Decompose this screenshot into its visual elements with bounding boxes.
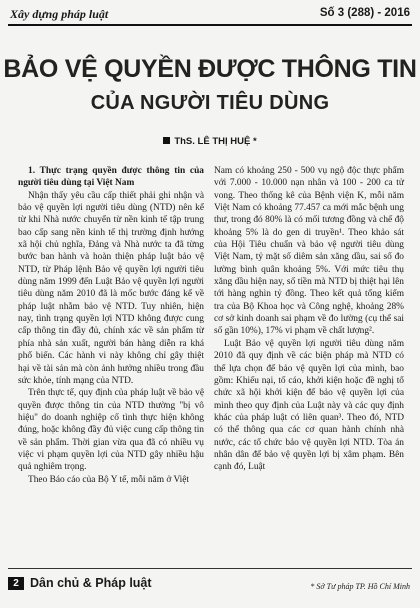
- page-header: [8, 6, 412, 24]
- page-footer: [8, 568, 412, 598]
- author-byline: [0, 136, 420, 147]
- footer-rule: [8, 568, 412, 569]
- article-title-line-2: CỦA NGƯỜI TIÊU DÙNG: [90, 92, 330, 114]
- text-column-right: [214, 165, 404, 474]
- journal-name: Xây dựng pháp luật: [10, 7, 109, 21]
- text-column-left: [18, 165, 204, 486]
- paragraph: Trên thực tế, quy định của pháp luật về bảo vệ quyền được thông tin của NTD thường "bị vô hiệu" do doanh nghiệp cố tình thực hiện không đúng, hoặc không đầy đủ việc cung cấp thông tin về sản phẩm. Thời gian vừa qua đã có nhiều vụ việc vi phạm quyền lợi của NTD gây nhiều hậu quả nghiêm trọng.: [18, 388, 204, 473]
- paragraph: Nhận thấy yêu cầu cấp thiết phải ghi nhận và bảo vệ quyền lợi người tiêu dùng (NTD) nên kể từ khi Nhà nước chuyển từ nền kinh tế tập trung bao cấp sang nền kinh tế thị trường định hướng xã hội chủ nghĩa, Đảng và Nhà nước ta đã từng bước ban hành và hoàn thiện pháp luật bảo vệ NTD, từ Pháp lệnh Bảo vệ quyền lợi người tiêu dùng năm 1999 đến Luật Bảo vệ quyền lợi người tiêu dùng năm 2010 đã là mốc bước đáng kể về pháp luật nhằm bảo vệ NTD. Tuy nhiên, hiện nay, tình trạng quyền lợi NTD không được cung cấp thông tin đầy đủ, chính xác về sản phẩm từ phía nhà sản xuất, người bán hàng diễn ra khá phổ biến. Các hành vi này không chỉ gây thiệt hại về tài sản mà còn ảnh hưởng nhiều trong đầu sức khỏe, tính mạng của NTD.: [18, 190, 204, 386]
- bullet-square-icon: [163, 137, 170, 144]
- paragraph: Nam có khoảng 250 - 500 vụ ngộ độc thực phẩm với 7.000 - 10.000 nạn nhân và 100 - 200 ca tử vong. Theo thống kê của Bệnh viện K, mỗi năm Việt Nam có khoảng 77.457 ca mới mắc bệnh ung thư, trong đó 80% là có mối tương đồng và chế độ khoảng 5% là do gen di truyền¹. Theo khảo sát của Hội Tiêu chuẩn và bảo vệ người tiêu dùng Việt Nam, tỷ mặt số diêm sản xăng dầu, sai số đo lường bình quân khoảng 5%. Với mức tiêu thụ xăng dầu hiện nay, số tiền mà NTD bị thiệt hại lên tới hàng nghìn tỷ đồng. Theo kết quả tổng kiểm tra của Bộ Khoa học và Công nghệ, khoảng 28% cơ sở kinh doanh sai phạm về đo lường (cụ thể sai số gần 10%), 17% vi phạm về chất lượng².: [214, 166, 404, 337]
- section-heading: 1. Thực trạng quyền được thông tin của người tiêu dùng tại Việt Nam: [18, 166, 204, 189]
- issue-number: Số 3 (288) - 2016: [319, 7, 410, 19]
- author-affiliation-note: * Sở Tư pháp TP. Hồ Chí Minh: [310, 582, 410, 591]
- page-number: 2: [8, 577, 24, 590]
- article-title-line-1: BẢO VỆ QUYỀN ĐƯỢC THÔNG TIN: [3, 55, 417, 83]
- author-name: ThS. LÊ THỊ HUỆ *: [174, 136, 257, 147]
- header-rule: [8, 24, 412, 26]
- footer-title: Dân chủ & Pháp luật: [30, 576, 152, 590]
- paragraph: Theo Báo cáo của Bộ Y tế, mỗi năm ở Việt: [28, 474, 190, 485]
- paragraph: Luật Bảo vệ quyền lợi người tiêu dùng năm 2010 đã quy định về các biện pháp mà NTD có thể lựa chọn để bảo vệ quyền lợi của mình, bao gồm: Khiếu nại, tố cáo, khởi kiện hoặc đề nghị tổ chức xã hội khởi kiện để bảo vệ quyền lợi của mình theo quy định của Luật này và các quy định khác của pháp luật có liên quan³. Theo đó, NTD có thể thông qua các cơ quan hành chính nhà nước, các tổ chức bảo vệ quyền lợi NTD. Tòa án nhân dân để bảo vệ quyền lợi bị xâm phạm. Bên cạnh đó, Luật: [214, 338, 404, 473]
